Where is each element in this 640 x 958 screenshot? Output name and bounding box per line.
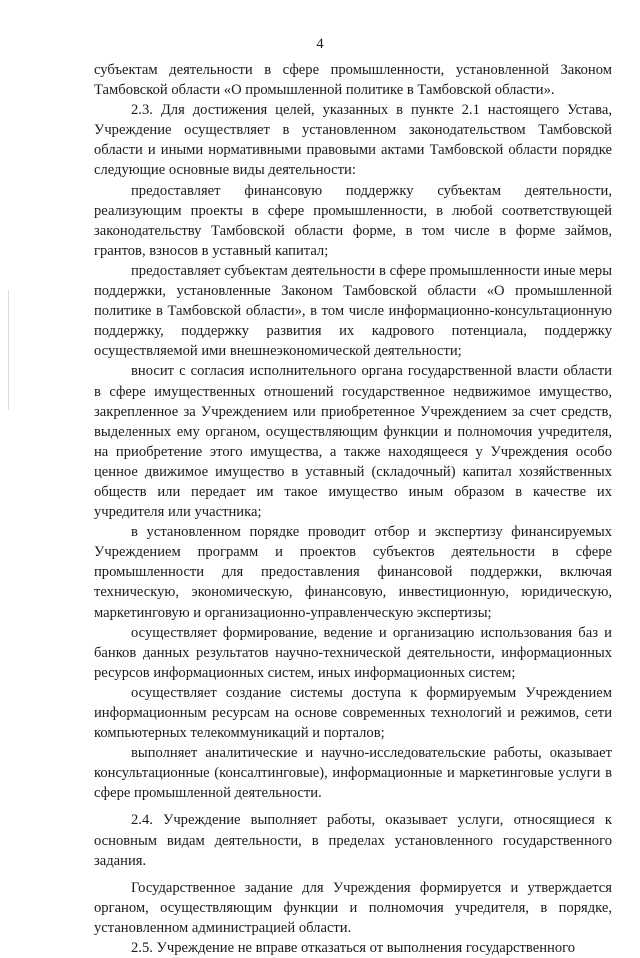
list-item-other-support: предоставляет субъектам деятельности в сфере промышленности иные меры поддержки, установленные Законом Тамбовской области «О промышленной политике в Тамбовской области», в том числе информационно-консультационную поддержку, поддержку развития их кадрового потенциала, поддержку осуществляемой ими внешнеэкономической деятельности;: [94, 262, 612, 360]
paragraph-2-5: 2.5. Учреждение не вправе отказаться от выполнения государственного: [131, 940, 576, 957]
paragraph-2-4: 2.4. Учреждение выполняет работы, оказывает услуги, относящиеся к основным видам деятельности, в пределах установленного государственного задания.: [94, 812, 612, 869]
list-item-analytics: выполняет аналитические и научно-исследовательские работы, оказывает консультационные (консалтинговые), информационные и маркетинговые услуги в сфере промышленной деятельности.: [94, 745, 612, 802]
list-item-access-system: осуществляет создание системы доступа к формируемым Учреждением информационным ресурсам на основе современных технологий и режимов, сети компьютерных телекоммуникаций и порталов;: [94, 684, 612, 742]
list-item-financial-support: предоставляет финансовую поддержку субъектам деятельности, реализующим проекты в сфере промышленности, в любой соответствующей законодательству Тамбовской области форме, в том числе в форме займов, грантов, взносов в уставный капитал;: [94, 182, 612, 259]
paragraph-state-task: Государственное задание для Учреждения формируется и утверждается органом, осуществляющим функции и полномочия учредителя, в порядке, установленном администрацией области.: [94, 879, 612, 936]
document-body: [94, 60, 612, 958]
paragraph-2-3: 2.3. Для достижения целей, указанных в пункте 2.1 настоящего Устава, Учреждение осуществляет в установленном законодательством Тамбовской области и иными нормативными правовыми актами Тамбовской области порядке следующие основные виды деятельности:: [94, 102, 612, 179]
scan-margin-mark: [8, 290, 9, 410]
list-item-property-contribution: вносит с согласия исполнительного органа государственной власти области в сфере имущественных отношений государственное недвижимое имущество, закрепленное за Учреждением или приобретенное Учреждением за счет средств, выделенных ему органом, осуществляющим функции и полномочия учредителя, на приобретение этого имущества, а также находящееся у Учреждения особо ценное движимое имущество в уставный (складочный) капитал хозяйственных обществ или передает им такое имущество иным образом в качестве их учредителя или участника;: [94, 363, 612, 521]
list-item-databases: осуществляет формирование, ведение и организацию использования баз и банков данных результатов научно-технической деятельности, информационных ресурсов информационных систем, иных информационных систем;: [94, 624, 612, 681]
list-item-project-expertise: в установленном порядке проводит отбор и экспертизу финансируемых Учреждением программ и проектов субъектов деятельности в сфере промышленности для предоставления финансовой поддержки, включая техническую, экономическую, финансовую, инвестиционную, юридическую, маркетинговую и организационно-управленческую экспертизы;: [94, 524, 612, 621]
page-number: 4: [316, 36, 324, 52]
paragraph-continuation: субъектам деятельности в сфере промышленности, установленной Законом Тамбовской области «О промышленной политике в Тамбовской области».: [94, 62, 612, 99]
